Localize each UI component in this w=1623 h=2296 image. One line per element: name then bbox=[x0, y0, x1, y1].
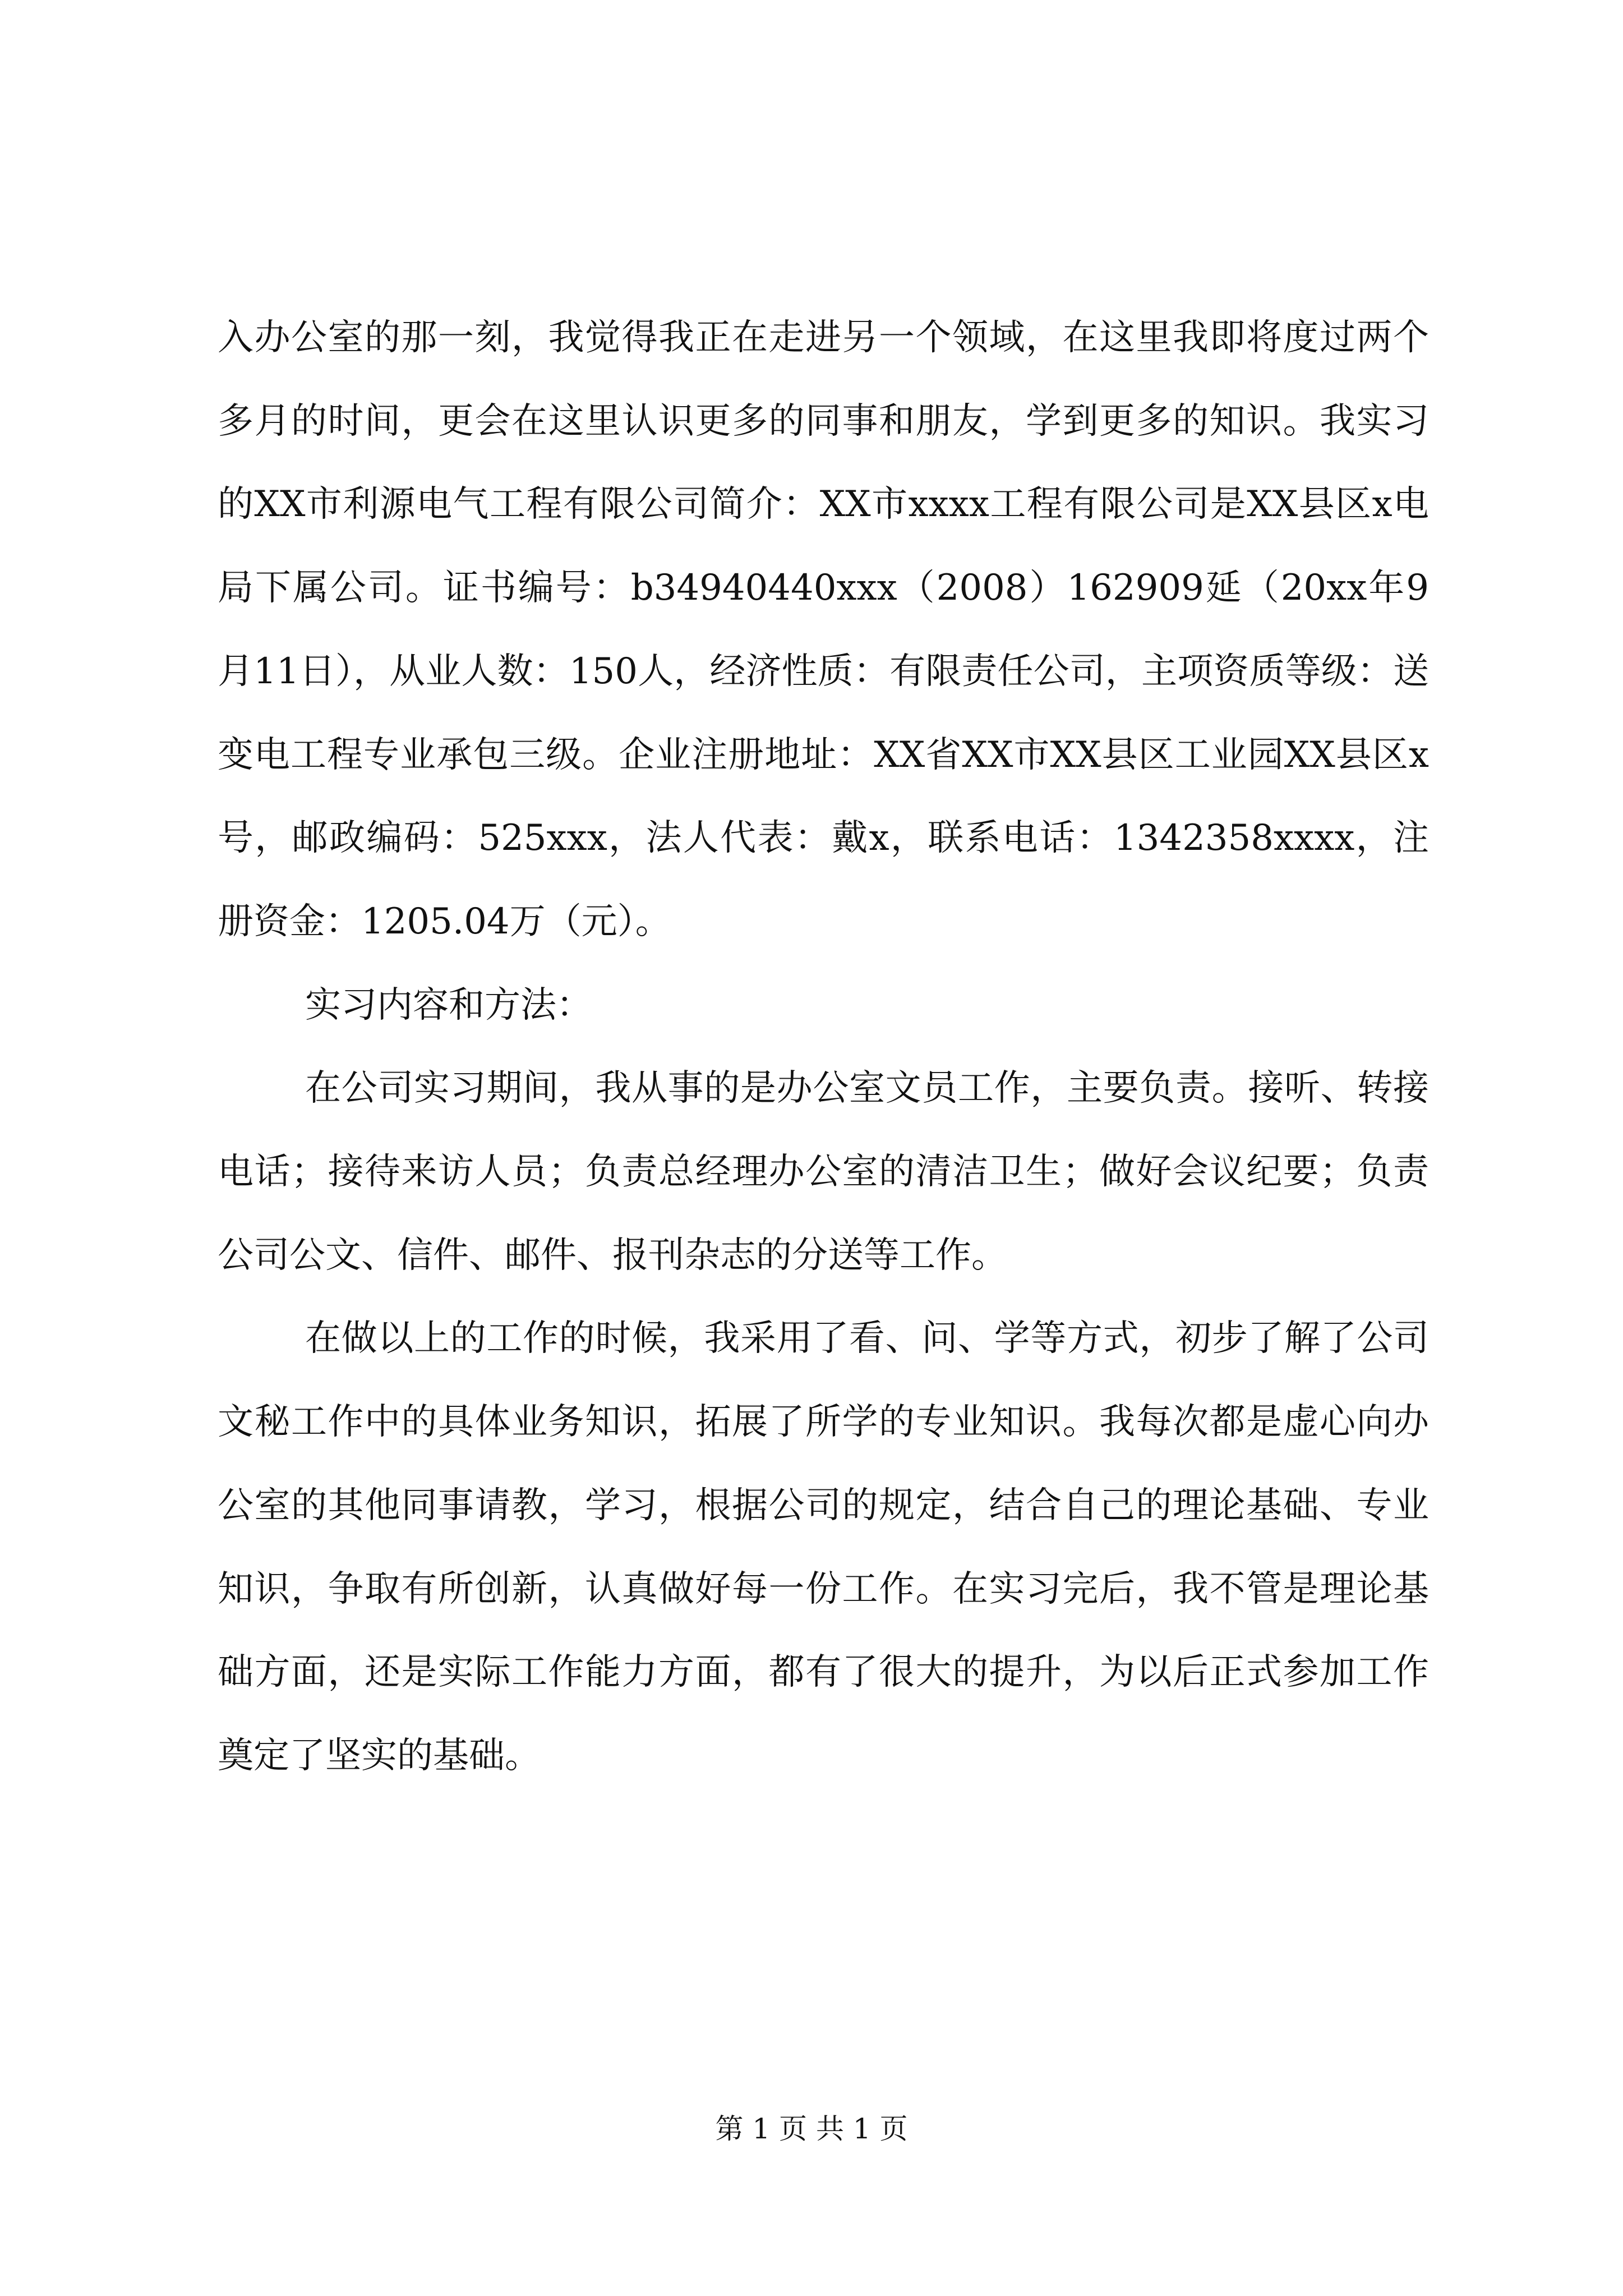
paragraph-duties: 在公司实习期间，我从事的是办公室文员工作，主要负责。接听、转接电话；接待来访人员；负责总经理办公室的清洁卫生；做好会议纪要；负责公司公文、信件、邮件、报刊杂志的分送等工作。 bbox=[218, 1068, 1429, 1276]
paragraph-company-intro: 入办公室的那一刻，我觉得我正在走进另一个领域，在这里我即将度过两个多月的时间，更会在这里认识更多的同事和朋友，学到更多的知识。我实习的XX市利源电气工程有限公司简介：XX市xxxx工程有限公司是XX县区x电局下属公司。证书编号：b34940440xxx（2008）162909延（20xx年9月11日），从业人数：150人，经济性质：有限责任公司，主项资质等级：送变电工程专业承包三级。企业注册地址：XX省XX市XX县区工业园XX县区x号，邮政编码：525xxx，法人代表：戴x，联系电话：1342358xxxx，注册资金：1205.04万（元）。 bbox=[218, 317, 1429, 942]
section-heading-content-methods: 实习内容和方法： bbox=[305, 984, 592, 1026]
document-body bbox=[218, 296, 1429, 1798]
paragraph-methods-results: 在做以上的工作的时候，我采用了看、问、学等方式，初步了解了公司文秘工作中的具体业务知识，拓展了所学的专业知识。我每次都是虚心向办公室的其他同事请教，学习，根据公司的规定，结合自己的理论基础、专业知识，争取有所创新，认真做好每一份工作。在实习完后，我不管是理论基础方面，还是实际工作能力方面，都有了很大的提升，为以后正式参加工作奠定了坚实的基础。 bbox=[218, 1318, 1429, 1777]
page-footer: 第 1 页 共 1 页 bbox=[715, 2113, 908, 2145]
